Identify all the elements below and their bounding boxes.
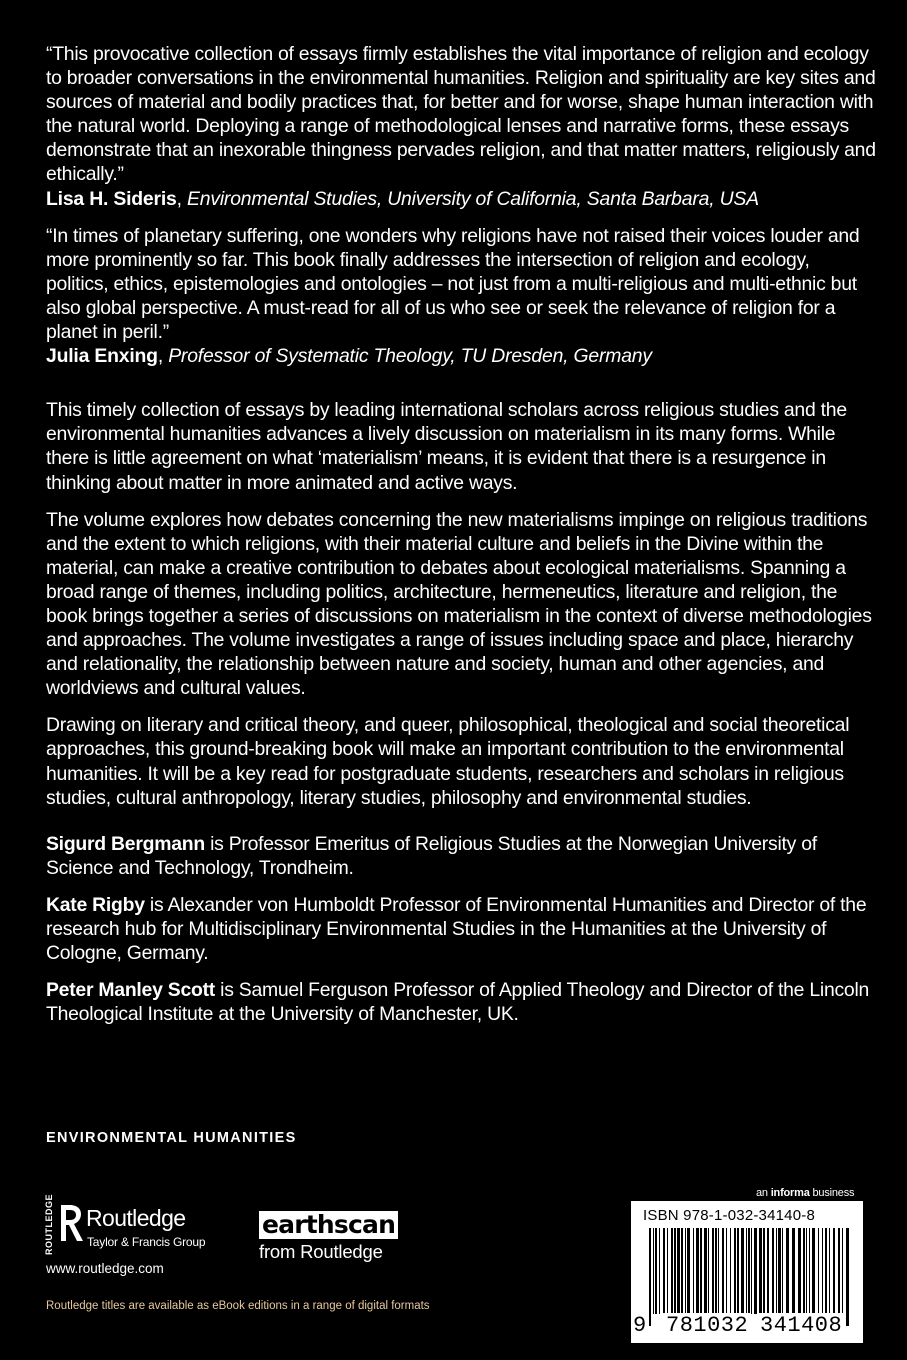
barcode-bar (772, 1228, 774, 1314)
barcode-bar (842, 1228, 843, 1326)
publisher-name: Routledge (86, 1205, 186, 1231)
barcode-bar (812, 1228, 815, 1314)
routledge-r-icon (58, 1203, 84, 1243)
barcode-bar (825, 1228, 827, 1314)
barcode-bar (659, 1228, 660, 1314)
barcode-bar (748, 1228, 750, 1314)
earthscan-logo (259, 1211, 398, 1263)
barcode-bar (685, 1228, 686, 1314)
back-cover-text (46, 42, 876, 1026)
barcode-bar (708, 1228, 709, 1314)
barcode-bar (767, 1228, 769, 1314)
endorsement-attribution-2: Julia Enxing, Professor of Systematic Theology, TU Dresden, Germany (46, 345, 652, 368)
imprint-sub: from Routledge (259, 1241, 383, 1262)
barcode-bar (754, 1228, 757, 1314)
barcode-bar (776, 1228, 777, 1314)
editor-name: Sigurd Bergmann (46, 832, 205, 855)
barcode-bar (759, 1228, 762, 1314)
barcode-digit-first: 9 (633, 1313, 647, 1338)
editor-name: Peter Manley Scott (46, 979, 215, 1002)
barcode-bar (751, 1228, 752, 1314)
barcode-bar (653, 1228, 654, 1314)
barcode-bar (818, 1228, 819, 1314)
barcode-bar (829, 1228, 830, 1314)
barcode-bar (846, 1228, 849, 1326)
endorsement-attribution-1: Lisa H. Sideris, Environmental Studies, University of California, Santa Barbara, USA (46, 187, 759, 210)
endorser-name: Julia Enxing (46, 345, 158, 368)
barcode-bar (737, 1228, 739, 1326)
endorsement-quote-2: “In times of planetary suffering, one wonders why religions have not raised their voices louder and more prominently so far. This book finally addresses the intersection of religion and ecology, politics, ethics, epistemologies and ontologies – not just from a multi-religious and multi-ethnic but also global perspective. A must-read for all of us who see or seek the relevance of religion for a planet in peril.” (46, 224, 860, 344)
endorser-affiliation: Environmental Studies, University of California, Santa Barbara, USA (187, 187, 759, 210)
editor-bio: Peter Manley Scott is Samuel Ferguson Professor of Applied Theology and Director of the Lincoln Theological Institute at the University of Manchester, UK. (46, 979, 870, 1026)
barcode-digits (633, 1313, 861, 1339)
editor-bio: Sigurd Bergmann is Professor Emeritus of Religious Studies at the Norwegian University of Science and Technology, Trondheim. (46, 832, 817, 879)
barcode-bar (734, 1228, 736, 1314)
barcode-bar (687, 1228, 690, 1326)
barcode-bar (726, 1228, 727, 1314)
barcode-bar (677, 1228, 680, 1314)
informa-tagline: an informa business (756, 1187, 855, 1199)
imprint-name: earthscan (259, 1211, 398, 1239)
barcode-bar (838, 1228, 840, 1314)
barcode-bar (700, 1228, 702, 1314)
series-title: ENVIRONMENTAL HUMANITIES (46, 1130, 297, 1146)
publisher-url[interactable]: www.routledge.com (46, 1261, 164, 1276)
endorsement-quote-1: “This provocative collection of essays firmly establishes the vital importance of religion and ecology to broader conversations in the environmental humanities. Religion and spirituality are key sites and sources of material and bodily practices that, for better and for worse, shape human interaction with the natural world. Deploying a range of methodological lenses and narrative forms, these essays demonstrate that an inexorable thingness pervades religion, and that matter matters, religiously and ethically.” (46, 43, 876, 186)
isbn-barcode (631, 1201, 863, 1343)
barcode-bar (696, 1228, 699, 1314)
description-paragraph: Drawing on literary and critical theory, and queer, philosophical, theological and social theoretical approaches, this ground-breaking book will make an important contribution to the environmental humanities. It will be a key read for postgraduate students, researchers and scholars in religious studies, cultural anthropology, literary studies, philosophy and environmental studies. (46, 714, 850, 809)
endorser-name: Lisa H. Sideris (46, 187, 177, 210)
description-paragraph: The volume explores how debates concerning the new materialisms impinge on religious traditions and the extent to which religions, with their material culture and beliefs in the Divine within the material, can make a creative contribution to debates about ecological materialisms. Spanning a broad range of themes, including politics, architecture, hermeneutics, literature and religion, the book brings together a series of discussions on materialism in the context of diverse methodologies and approaches. The volume investigates a range of issues including space and place, hierarchy and relationality, the relationship between nature and society, human and other agencies, and worldviews and cultural values. (46, 508, 872, 700)
barcode-bar (649, 1228, 651, 1326)
barcode-bar (741, 1228, 744, 1326)
barcode-digits-right: 341408 (757, 1313, 845, 1338)
ebook-note: Routledge titles are available as eBook editions in a range of digital formats (46, 1300, 430, 1312)
barcode-bar (786, 1228, 789, 1314)
barcode-bar (655, 1228, 657, 1314)
barcode-bar (798, 1228, 801, 1314)
barcode-bar (792, 1228, 795, 1314)
routledge-logo (44, 1193, 234, 1255)
barcode-bar (663, 1228, 665, 1314)
barcode-bar (704, 1228, 707, 1314)
barcode-digits-left: 781032 (663, 1313, 751, 1338)
barcode-bar (671, 1228, 673, 1314)
editor-name: Kate Rigby (46, 893, 145, 916)
barcode-bar (715, 1228, 717, 1314)
barcode-bar (833, 1228, 835, 1314)
barcode-bar (722, 1228, 724, 1314)
description-paragraph: This timely collection of essays by leading international scholars across religious studies and the environmental humanities advances a lively discussion on materialism in its many forms. While there is little agreement on what ‘materialism’ means, it is evident that there is a resurgence in thinking about matter in more animated and active ways. (46, 399, 847, 494)
publisher-group: Taylor & Francis Group (87, 1235, 206, 1249)
barcode-bar (763, 1228, 765, 1314)
editor-bio: Kate Rigby is Alexander von Humboldt Professor of Environmental Humanities and Director of the research hub for Multidisciplinary Environmental Studies in the Humanities at the University of Cologne, Germany. (46, 893, 867, 965)
barcode-bar (674, 1228, 676, 1314)
barcode-bar (782, 1228, 783, 1314)
endorser-affiliation: Professor of Systematic Theology, TU Dresden, Germany (168, 345, 652, 368)
barcode-bar (693, 1228, 694, 1326)
barcode-bar (822, 1228, 823, 1314)
barcode-bar (809, 1228, 810, 1314)
barcode-bar (712, 1228, 714, 1314)
barcode-bar (806, 1228, 807, 1314)
barcode-bar (778, 1228, 781, 1314)
barcode-bar (746, 1228, 747, 1314)
barcode-bar (667, 1228, 668, 1314)
barcode-bar (730, 1228, 731, 1314)
barcode-bar (803, 1228, 805, 1314)
isbn-label: ISBN 978-1-032-34140-8 (643, 1207, 816, 1224)
barcode-bar (718, 1228, 719, 1314)
barcode-bars-icon (645, 1228, 853, 1326)
barcode-bar (681, 1228, 683, 1314)
routledge-side-text: ROUTLEDGE (44, 1193, 54, 1255)
